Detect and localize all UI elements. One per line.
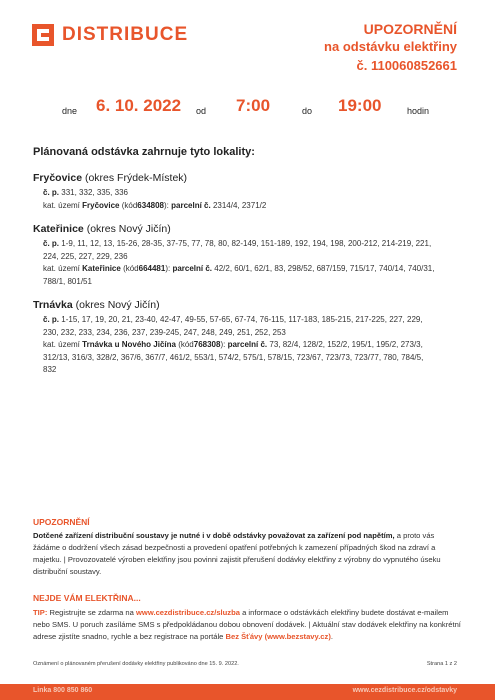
- house-numbers: [43, 187, 463, 200]
- cp-label: č. p.: [43, 188, 60, 197]
- cad-code-prefix: (kód: [123, 264, 139, 273]
- cp-label: č. p.: [43, 239, 60, 248]
- cad-prefix: kat. území: [43, 340, 80, 349]
- warning-body: a proto vás žádáme o dodržení všech zásad bezpečnosti a provedení opatření potřebných k zamezení případných škod na zdraví a majetku. | Provozovatelé výroben elektřiny jsou povinni zajistit přerušení dodávky elektřiny z výrobny do vypnutého úseku distribuční soustavy.: [33, 531, 441, 576]
- cp-label: č. p.: [43, 315, 60, 324]
- parcel-values-cont2: 832: [43, 365, 57, 374]
- cp-values: 1-15, 17, 19, 20, 21, 23-40, 42-47, 49-55, 57-65, 67-74, 76-115, 117-183, 185-215, 217-225, 227, 229,: [61, 315, 423, 324]
- time-from: 7:00: [236, 96, 271, 115]
- parcel-label: parcelní č.: [171, 200, 211, 210]
- cad-code: 634808: [137, 200, 164, 210]
- publication-note: Oznámení o plánovaném přerušení dodávky elektřiny publikováno dne 15. 9. 2022.: [33, 661, 239, 667]
- house-numbers-cont: 230, 232, 233, 234, 236, 237, 239-245, 247, 248, 249, 251, 252, 253: [43, 327, 286, 337]
- parcel-label: parcelní č.: [227, 340, 268, 349]
- label-from: od: [196, 106, 207, 116]
- locality-title: [33, 298, 463, 312]
- logo-icon: [32, 24, 54, 46]
- tip-text-2: a informace o odstávkách elektřiny budete dostávat e-mailem nebo SMS. U poruch zasíláme SMS s předpokládanou dobou obnovení dodávek. | Aktuální stav dodávek elektřiny na konkrétní adrese zjistíte snadno, rychle a bez registrace na portále: [33, 608, 461, 641]
- warning-text: [33, 530, 463, 578]
- outage-date: 6. 10. 2022: [96, 96, 182, 115]
- locality-title: [33, 222, 463, 236]
- locality-name: Trnávka: [33, 299, 73, 311]
- cad-prefix: kat. území: [43, 200, 80, 210]
- cadastral-line: [43, 339, 463, 352]
- bottom-bar: [0, 684, 495, 700]
- company-logo: [32, 24, 188, 46]
- cp-values: 1-9, 11, 12, 13, 15-26, 28-35, 37-75, 77, 78, 80, 82-149, 151-189, 192, 194, 198, 200-212, 214-219, 221,: [61, 239, 432, 248]
- schedule-row: [0, 96, 495, 120]
- cad-name: Trnávka u Nového Jičína: [82, 340, 176, 349]
- parcel-values: 2314/4, 2371/2: [212, 200, 267, 210]
- locality-frycovice: [33, 171, 463, 212]
- label-day: dne: [62, 106, 78, 116]
- notice-subtitle: na odstávku elektřiny: [324, 39, 457, 54]
- localities-section: [33, 146, 463, 387]
- cad-code-prefix: (kód: [121, 200, 138, 210]
- warning-bold-text: Dotčené zařízení distribuční soustavy je nutné i v době odstávky považovat za zařízení pod napětím,: [33, 531, 395, 540]
- notice-number: č. 110060852661: [356, 58, 457, 73]
- time-to: 19:00: [338, 96, 382, 115]
- locality-name: Fryčovice: [33, 172, 83, 184]
- label-to: do: [302, 106, 313, 116]
- parcel-label: parcelní č.: [172, 264, 213, 273]
- registration-link[interactable]: www.cezdistribuce.cz/sluzba: [136, 608, 240, 617]
- locality-katerinice: [33, 222, 463, 288]
- parcel-values: 73, 82/4, 128/2, 152/2, 195/1, 195/2, 273/3,: [269, 340, 423, 349]
- locality-name: Kateřinice: [33, 223, 84, 235]
- cad-code: 768308: [193, 340, 221, 349]
- cp-values: 331, 332, 335, 336: [61, 188, 128, 197]
- cad-code-suffix: ):: [165, 264, 171, 273]
- house-numbers-cont: 224, 225, 227, 229, 236: [43, 251, 128, 261]
- locality-title: [33, 171, 463, 185]
- warning-title: UPOZORNĚNÍ: [33, 517, 90, 527]
- cad-prefix: kat. území: [43, 264, 80, 273]
- cad-name: Fryčovice: [82, 200, 120, 210]
- bezstavy-link[interactable]: Bez Šťávy (www.bezstavy.cz): [225, 632, 331, 641]
- locality-district: (okres Frýdek-Místek): [84, 172, 188, 184]
- cadastral-line: [43, 200, 463, 213]
- cadastral-line: [43, 263, 463, 276]
- page-number: Strana 1 z 2: [426, 661, 457, 667]
- house-numbers: [43, 314, 463, 327]
- tip-label: TIP:: [33, 608, 48, 617]
- warning-section: [33, 517, 463, 578]
- tip-text: [33, 607, 463, 643]
- locality-trnavka: [33, 298, 463, 377]
- tip-section: [33, 593, 463, 643]
- locality-district: (okres Nový Jičín): [75, 299, 160, 311]
- tip-title: NEJDE VÁM ELEKTŘINA...: [33, 593, 141, 603]
- cad-code: 664481: [138, 264, 166, 273]
- localities-heading: Plánovaná odstávka zahrnuje tyto lokality:: [33, 146, 255, 158]
- locality-district: (okres Nový Jičín): [86, 223, 171, 235]
- tip-text-1: Registrujte se zdarma na: [49, 608, 134, 617]
- notice-header: [324, 20, 457, 75]
- notice-title: UPOZORNĚNÍ: [363, 21, 457, 37]
- parcel-values: 42/2, 60/1, 62/1, 83, 298/52, 687/159, 715/17, 740/14, 740/31,: [214, 264, 435, 273]
- hotline-text: Linka 800 850 860: [33, 687, 93, 694]
- parcel-values-cont: 312/13, 316/3, 328/2, 367/6, 367/7, 461/2, 553/1, 574/2, 575/1, 578/15, 723/67, 723/73, 723/77, 780, 784/5,: [43, 352, 424, 362]
- parcel-values-cont: 788/1, 801/51: [43, 276, 92, 286]
- cad-name: Kateřinice: [82, 264, 121, 273]
- label-hours: hodin: [407, 106, 430, 116]
- tip-text-3: .: [330, 632, 333, 641]
- cad-code-suffix: ):: [164, 200, 169, 210]
- outage-url: www.cezdistribuce.cz/odstavky: [352, 687, 457, 694]
- cad-code-prefix: (kód: [178, 340, 194, 349]
- house-numbers: [43, 238, 463, 251]
- cad-code-suffix: ):: [220, 340, 226, 349]
- logo-text: DISTRIBUCE: [62, 24, 189, 45]
